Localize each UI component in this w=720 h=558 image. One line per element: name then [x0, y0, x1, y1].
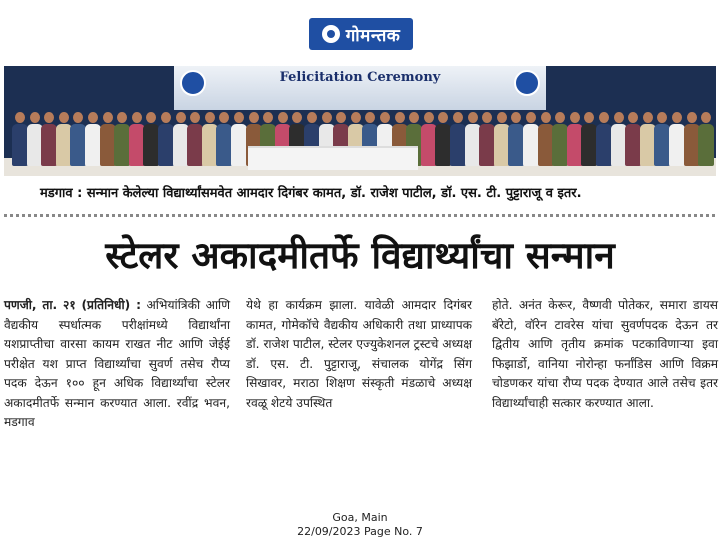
article-column-1: [4, 296, 230, 433]
banner-logo-icon: [514, 70, 540, 96]
ceremony-photo: [4, 66, 716, 176]
person-figure: [143, 112, 159, 166]
person-figure: [158, 112, 174, 166]
article-column-1-text: अभियांत्रिकी आणि वैद्यकीय स्पर्धात्मक परीक्षांमध्ये विद्यार्थांना यशप्राप्तीचा वारसा कायम राखत नीट आणि जेईई परीक्षेत यश प्राप्त विद्यार्थ्यांचा सुवर्ण तसेच रौप्य पदक देऊन १०० हून अधिक विद्यार्थ्यांचा स्टेलर अकादमीतर्फे सन्मान करण्यात आला. रवींद्र भवन, मडगाव: [4, 298, 231, 429]
person-figure: [611, 112, 627, 166]
masthead-title: गोमन्तक: [345, 25, 401, 46]
person-figure: [567, 112, 583, 166]
masthead-logo-icon: [322, 25, 340, 43]
article-column-3: [492, 296, 718, 413]
person-figure: [640, 112, 656, 166]
person-figure: [129, 112, 145, 166]
person-figure: [85, 112, 101, 166]
edition-label: Goa, Main: [332, 511, 388, 524]
photo-caption: मडगाव : सन्मान केलेल्या विद्यार्थ्यांसमवेत आमदार दिगंबर कामत, डॉ. राजेश पाटील, डॉ. एस. टी. पुट्टाराजू व इतर.: [40, 186, 582, 201]
person-figure: [450, 112, 466, 166]
page-footer: [0, 511, 720, 539]
article-column-3-text: होते. अनंत केरूर, वैष्णवी पोतेकर, समारा डायस बॅरेटो, वॉरेन टावरेस यांचा सुवर्णपदक देऊन तर द्वितीय आणि तृतीय क्रमांक पटकाविणाऱ्या इवा फिझार्डो, वानिया नोरोन्हा फर्नांडिस आणि विक्रम चोडणकर यांचा रौप्य पदक देण्यात आले तसेच इतर विद्यार्थ्यांचाही सत्कार करण्यात आला.: [492, 298, 718, 410]
person-figure: [231, 112, 247, 166]
person-figure: [435, 112, 451, 166]
article-column-2: [246, 296, 472, 413]
stage-table: [248, 146, 418, 170]
person-figure: [684, 112, 700, 166]
person-figure: [596, 112, 612, 166]
dotted-divider: [4, 214, 716, 217]
person-figure: [70, 112, 86, 166]
person-figure: [465, 112, 481, 166]
person-figure: [173, 112, 189, 166]
stage-banner: [174, 66, 546, 110]
person-figure: [216, 112, 232, 166]
person-figure: [12, 112, 28, 166]
article-dateline: पणजी, ता. २१ (प्रतिनिधी) :: [4, 298, 141, 312]
person-figure: [654, 112, 670, 166]
person-figure: [27, 112, 43, 166]
person-figure: [114, 112, 130, 166]
person-figure: [479, 112, 495, 166]
person-figure: [202, 112, 218, 166]
newspaper-masthead: [309, 18, 413, 50]
banner-logo-icon: [180, 70, 206, 96]
date-page-label: 22/09/2023 Page No. 7: [297, 525, 423, 538]
person-figure: [625, 112, 641, 166]
banner-title: Felicitation Ceremony: [279, 70, 441, 85]
person-figure: [56, 112, 72, 166]
person-figure: [508, 112, 524, 166]
person-figure: [581, 112, 597, 166]
person-figure: [538, 112, 554, 166]
person-figure: [494, 112, 510, 166]
article-body: [4, 296, 716, 508]
article-headline: स्टेलर अकादमीतर्फे विद्यार्थ्यांचा सन्मान: [105, 234, 615, 277]
person-figure: [41, 112, 57, 166]
person-figure: [421, 112, 437, 166]
person-figure: [669, 112, 685, 166]
person-figure: [523, 112, 539, 166]
person-figure: [552, 112, 568, 166]
person-figure: [187, 112, 203, 166]
article-column-2-text: येथे हा कार्यक्रम झाला. यावेळी आमदार दिगंबर कामत, गोमेकॉचे वैद्यकीय अधिकारी तथा प्राध्यापक डॉ. राजेश पाटील, स्टेलर एज्युकेशनल ट्रस्टचे अध्यक्ष डॉ. एस. टी. पुट्टाराजू, संचालक योगेंद्र सिंग सिखावर, मराठा शिक्षण संस्कृती मंडळाचे अध्यक्ष रवळू शेटये उपस्थित: [246, 298, 472, 410]
person-figure: [698, 112, 714, 166]
person-figure: [100, 112, 116, 166]
